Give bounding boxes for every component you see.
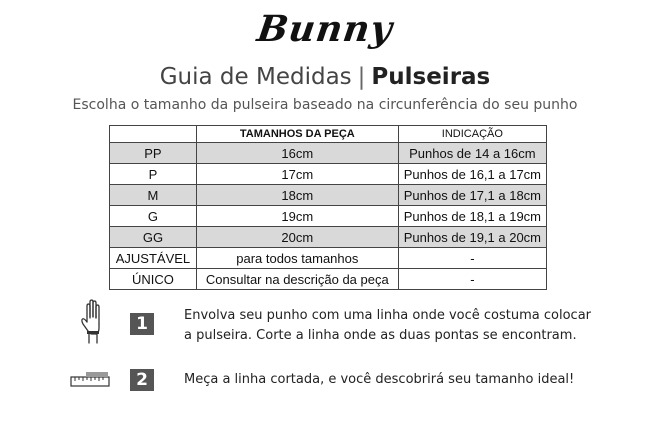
page-subtitle: Escolha o tamanho da pulseira baseado na circunferência do seu punho	[72, 97, 578, 113]
indication-cell: Punhos de 14 a 16cm	[398, 143, 546, 164]
indication-cell: Punhos de 17,1 a 18cm	[398, 185, 546, 206]
step-1-line-2: a pulseira. Corte a linha onde as duas pontas se encontram.	[184, 328, 577, 343]
length-cell: Consultar na descrição da peça	[196, 269, 398, 290]
table-header-row	[110, 126, 547, 143]
size-cell: ÚNICO	[110, 269, 197, 290]
length-cell: 20cm	[196, 227, 398, 248]
step-1-line-1: Envolva seu punho com uma linha onde você costuma colocar	[184, 308, 591, 323]
length-cell: 18cm	[196, 185, 398, 206]
title-light: Guia de Medidas	[159, 64, 352, 90]
table-row	[110, 164, 547, 185]
size-cell: P	[110, 164, 197, 185]
size-cell: M	[110, 185, 197, 206]
table-header-indication: INDICAÇÃO	[398, 126, 546, 143]
table-header-piece: TAMANHOS DA PEÇA	[196, 126, 398, 143]
ruler-icon	[70, 371, 110, 389]
indication-cell: -	[398, 248, 546, 269]
size-cell: G	[110, 206, 197, 227]
table-row	[110, 227, 547, 248]
length-cell: 19cm	[196, 206, 398, 227]
step-number-badge: 1	[130, 313, 154, 335]
length-cell: 16cm	[196, 143, 398, 164]
brand-logo: Bunny	[254, 8, 396, 50]
table-header-size	[110, 126, 197, 143]
size-cell: GG	[110, 227, 197, 248]
table-row	[110, 143, 547, 164]
length-cell: para todos tamanhos	[196, 248, 398, 269]
table-row	[110, 206, 547, 227]
title-separator: |	[357, 64, 366, 90]
size-table	[109, 125, 547, 290]
size-cell: AJUSTÁVEL	[110, 248, 197, 269]
page-title	[0, 64, 650, 90]
title-bold: Pulseiras	[371, 64, 491, 90]
step-2-text: Meça a linha cortada, e você descobrirá seu tamanho ideal!	[184, 372, 575, 387]
step-number-badge: 2	[130, 369, 154, 391]
indication-cell: Punhos de 19,1 a 20cm	[398, 227, 546, 248]
indication-cell: Punhos de 16,1 a 17cm	[398, 164, 546, 185]
table-row	[110, 269, 547, 290]
indication-cell: Punhos de 18,1 a 19cm	[398, 206, 546, 227]
table-row	[110, 185, 547, 206]
hand-icon	[80, 298, 106, 344]
table-row	[110, 248, 547, 269]
length-cell: 17cm	[196, 164, 398, 185]
step-1-text	[184, 306, 591, 346]
size-cell: PP	[110, 143, 197, 164]
indication-cell: -	[398, 269, 546, 290]
